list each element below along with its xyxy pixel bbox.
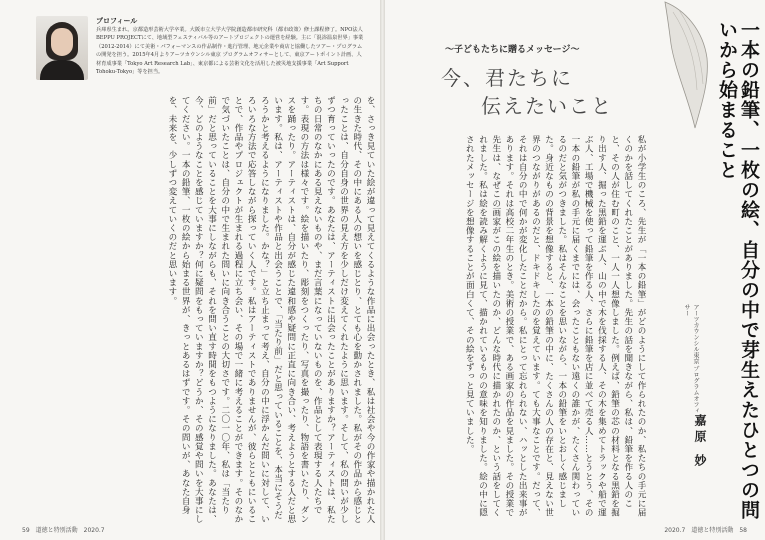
right-body-part-1: 私が小学生のころ、先生が「一本の鉛筆」がどのようにして作られたのか、私たちの手元に届くのかを話してくれたことがありました。先生の話を聞きながら、私は、鉛筆を作る人のこと、その人が住む町のこと、一人一人想像しました。例えば、鉛筆の芯の材料となる黒鉛を掘り出す人、掘った黒鉛を運ぶ人、山の中で木を伐採する人、その木を集めてトラックや船で運ぶ人、工場で機械を使って鉛筆を作る人、さらに鉛筆を店に並べて売る人……とうとう、その一本の鉛筆が私の手元に届くまでには、会ったこともない遠くの誰かが、たくさん関わっているのだと気がつきました。私はそんなことを思いながら、一本の鉛筆をいとおしく感じました。身近なものの背景を想像すると、一本の鉛筆の中に、たくさんの人の存在と、見えない世界のつながりがあるのだと、ドキドキしたのを覚えています。 (530, 135, 646, 518)
portrait-face (51, 28, 73, 56)
portrait-body (40, 60, 84, 80)
folio-left: 59 道徳と特別活動 2020.7 (22, 527, 105, 534)
left-body-part-2: かな？」と立ち止まって考え、自分の中に浮かんだ問いに対して、いろいろな方法で応答しながら探っていく人です。私はアーティストでありませんが、彼らとともにいることで、作品やプロジェクトが生まれる過程に立ち会い、その場で一緒に考えることができます。そのなかで気づいたことは、自分の中で生まれた問いに向き合うことの大切さです。二〇一〇年、私は「当たり前」だと思っていることを大事にしながらも、それを問い直す時間をもつようになりました。あなたは、今、どのようなことを感じていますか？何に疑問をもっていますか？どうか、その感覚や問いを大事にしてください。一本の鉛筆、一枚の絵から始まる世界が、きっとあるはずです。その問いが、あなた自身を、未来を、少しずつ変えていくのだと思います。 (166, 96, 270, 524)
author-name: 嘉原 妙 (693, 414, 707, 471)
article-subtitle: 〜子どもたちに贈るメッセージ〜 (445, 45, 580, 55)
left-body-part-1: を、さっき見ていた絵が違って見えてくるような作品に出会ったとき、私は社会や今の作家や描かれた人の生きた時代、その中にある人の想いを感じとり、とても心を動かされました。私がその作品から感じとったことは、自分自身の世界の見え方を少しだけ変えてくれたように思います。そして、私の問いが少しずつ育っていったのです。あなたは、アーティストに出会ったことがありますか？アーティストは、私たちの日常のなかにある見えないものや、まだ言葉になっていないものを、作品として表現する人たちです。表現の方法は様々です。絵を描いたり、彫刻をつくったり、写真を撮ったり、物語を書いたり、ダンスを踊ったり。アーティストは、自分が感じた違和感や疑問に正直に向き合い、考えようとする人だと思います。私は、アーティストや作品と出会うことで、「当たり前」だと思っていることを、本当にそうだろうかと考えるようになりました。 (259, 96, 375, 524)
right-body-part-2: ても大事なことです。だって、それは自分の中で何かが変化したことだから。私にとって忘れられない、ハッとした出来事があります。それは高校二年生のとき。美術の授業で、ある画家の作品を見ました。その授業で先生は、なぜこの画家がこの絵を描いたのか、どんな時代に描かれたのか、という話をしてくれました。私は絵を読み解くように見て、描かれているものの意味を知りました。絵の中に隠されたメッセージを想像することが面白くて、その絵をずっと見ていました。 (464, 135, 541, 518)
folio-right: 2020.7 道徳と特別活動 58 (664, 527, 747, 534)
left-page (0, 0, 380, 540)
right-body-text (389, 135, 647, 525)
profile-text: 兵庫県生まれ。京都造形芸術大学卒業。大阪市立大学大学院創造都市研究科（都市政策）修士課程修了。NPO法人BEPPU PROJECTにて、地域型フェスティバル等のアートプロジェクトの運営を経験。主に「混浴温泉世界」事業（2012-2014）にて美術・パフォーマンスの作品制作・進行管理、地元企業や商店と協働したツアー・プログラムの開発を担う。2015年4月よりアーツカウンシル東京 プログラムオフィサーとして、東京アートポイント計画、人材育成事業「Tokyo Art Research Lab」、東京都による芸術文化を活用した被災地支援事業「Art Support Tohoku-Tokyo」等を担当。 (96, 27, 364, 76)
left-body-text (16, 96, 376, 524)
handwritten-title-line-1: 今、君たちに (441, 66, 573, 90)
profile-heading: プロフィール (96, 16, 138, 25)
article-main-title: 一本の鉛筆、一枚の絵、自分の中で芽生えたひとつの問いから始まること (716, 20, 760, 520)
author-role: アーツカウンシル東京 プログラムオフィサー (683, 304, 699, 414)
author-portrait (36, 16, 88, 80)
handwritten-title-line-2: 伝えたいこと (481, 94, 613, 118)
